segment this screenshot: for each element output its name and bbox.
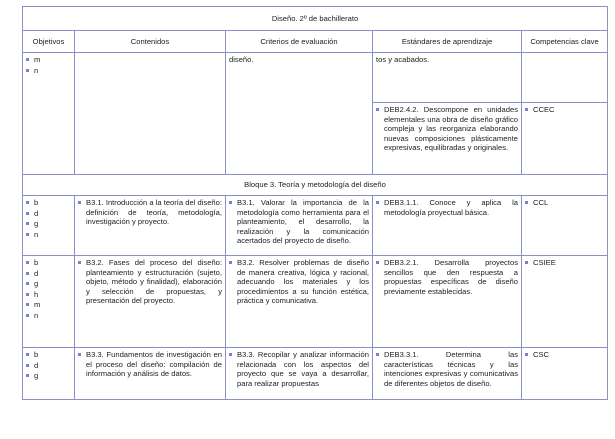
objective-item: d <box>26 269 71 280</box>
table-row <box>23 348 608 400</box>
estandar-cell <box>373 196 522 256</box>
contenido-item: B3.1. Introducción a la teoría del diseño: definición de teoría, metodología, investigación y proyecto. <box>78 198 222 227</box>
competencia-cell <box>522 53 608 103</box>
estandar-item: DEB2.4.2. Descompone en unidades elementales una obra de diseño gráfico compleja y las reorganiza elaborando nuevas composiciones plásticamente expresivas, equilibradas y originales. <box>376 105 518 153</box>
objective-item: m <box>26 300 71 311</box>
objective-item: b <box>26 258 71 269</box>
objective-item: m <box>26 55 71 66</box>
contenido-cell <box>75 196 226 256</box>
competencia-cell <box>522 196 608 256</box>
contenido-cell <box>75 348 226 400</box>
header-competencias: Competencias clave <box>522 31 608 53</box>
estandar-item: DEB3.3.1. Determina las características técnicas y las intenciones expresivas y comunicativas de diferentes objetos de diseño. <box>376 350 518 388</box>
competencia-item: CSIEE <box>525 258 604 268</box>
header-objetivos: Objetivos <box>23 31 75 53</box>
objective-item: g <box>26 279 71 290</box>
contenido-item: B3.2. Fases del proceso del diseño: planteamiento y estructuración (sujeto, objeto, método y finalidad), elaboración y selección de propuestas, y presentación del proyecto. <box>78 258 222 306</box>
estandar-cell <box>373 348 522 400</box>
criterio-cell: diseño. <box>226 53 373 175</box>
block-title: Bloque 3. Teoría y metodología del diseño <box>23 175 608 196</box>
competencia-cell <box>522 348 608 400</box>
objective-item: n <box>26 230 71 241</box>
criterio-cell <box>226 256 373 348</box>
criterio-item: B3.2. Resolver problemas de diseño de manera creativa, lógica y racional, adecuando los materiales y los procedimientos a su función estética, práctica y comunicativa. <box>229 258 369 306</box>
table-row <box>23 256 608 348</box>
criterio-cell <box>226 196 373 256</box>
table-row <box>23 196 608 256</box>
estandar-item: DEB3.1.1. Conoce y aplica la metodología proyectual básica. <box>376 198 518 217</box>
objectives-cell <box>23 348 75 400</box>
objectives-cell <box>23 256 75 348</box>
objective-item: h <box>26 290 71 301</box>
estandar-cell <box>373 256 522 348</box>
estandar-cell: tos y acabados. <box>373 53 522 103</box>
table-row <box>23 53 608 103</box>
contenido-cell <box>75 256 226 348</box>
contenido-item: B3.3. Fundamentos de investigación en el proceso del diseño: compilación de información y análisis de datos. <box>78 350 222 379</box>
objective-item: g <box>26 219 71 230</box>
curriculum-table <box>22 6 608 400</box>
header-contenidos: Contenidos <box>75 31 226 53</box>
objective-item: n <box>26 66 71 77</box>
contenido-cell <box>75 53 226 175</box>
objectives-cell <box>23 53 75 175</box>
criterio-cell <box>226 348 373 400</box>
objective-item: d <box>26 209 71 220</box>
objective-item: b <box>26 350 71 361</box>
criterio-item: B3.1. Valorar la importancia de la metodología como herramienta para el planteamiento, el desarrollo, la realización y la comunicación acertados del proyecto de diseño. <box>229 198 369 246</box>
objective-item: g <box>26 371 71 382</box>
table-title: Diseño. 2º de bachillerato <box>23 7 608 31</box>
objective-item: b <box>26 198 71 209</box>
competencia-item: CCL <box>525 198 604 208</box>
objective-item: d <box>26 361 71 372</box>
header-estandares: Estándares de aprendizaje <box>373 31 522 53</box>
competencia-cell <box>522 103 608 175</box>
competencia-item: CSC <box>525 350 604 360</box>
criterio-item: B3.3. Recopilar y analizar información relacionada con los aspectos del proyecto que se vaya a desarrollar, para realizar propuestas <box>229 350 369 388</box>
objectives-cell <box>23 196 75 256</box>
objective-item: n <box>26 311 71 322</box>
header-criterios: Criterios de evaluación <box>226 31 373 53</box>
estandar-cell <box>373 103 522 175</box>
competencia-cell <box>522 256 608 348</box>
competencia-item: CCEC <box>525 105 604 115</box>
estandar-item: DEB3.2.1. Desarrolla proyectos sencillos que den respuesta a propuestas específicas de diseño previamente establecidas. <box>376 258 518 296</box>
